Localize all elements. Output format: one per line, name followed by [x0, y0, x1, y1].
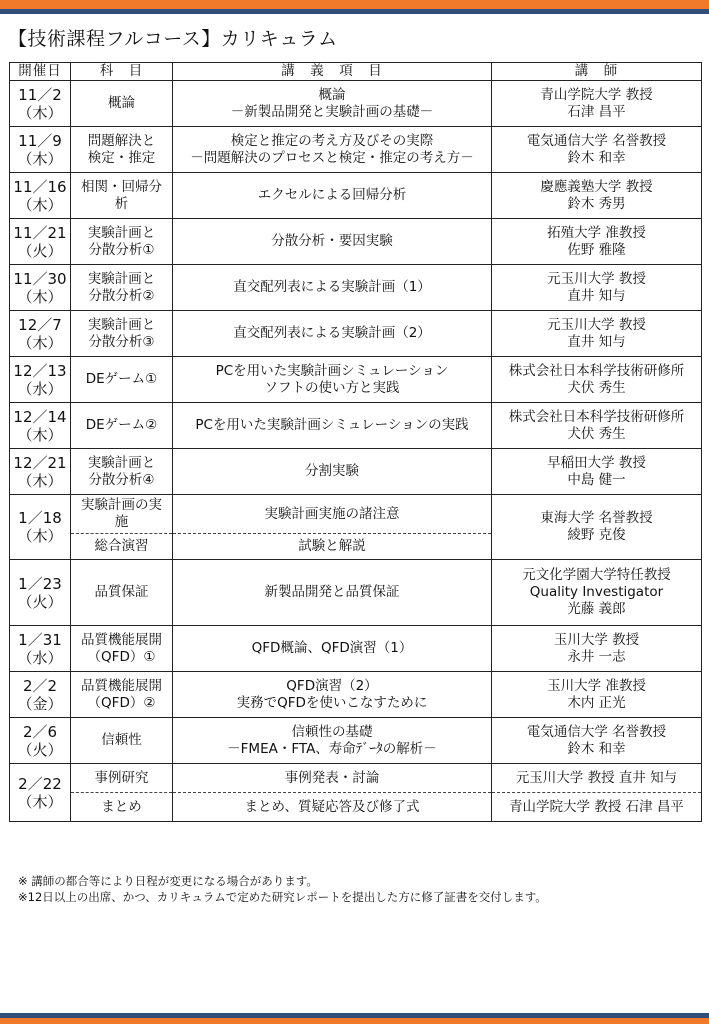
subject-cell	[71, 764, 173, 793]
topic-cell-line: QFD演習（2）	[286, 677, 378, 694]
session-date-line: （木）	[17, 527, 63, 545]
topic-cell	[173, 357, 492, 403]
subject-cell-line: 実験計画と	[87, 454, 156, 471]
lecturer-cell-line: 綾野 克俊	[567, 527, 626, 543]
subject-cell	[71, 449, 173, 495]
subject-cell-line: 品質機能展開	[81, 631, 162, 648]
topic-cell-line: 概論	[318, 86, 346, 103]
session-date	[10, 127, 71, 173]
table-row	[10, 560, 702, 626]
subject-cell	[71, 403, 173, 449]
note-line: ※12日以上の出席、かつ、カリキュラムで定めた研究レポートを提出した方に修了証書を交付します。	[18, 890, 547, 904]
topic-cell-line: まとめ、質疑応答及び修了式	[244, 798, 420, 815]
lecturer-cell	[492, 219, 702, 265]
top-accent-bar-blue	[0, 9, 709, 14]
lecturer-cell-line: 玉川大学 准教授	[547, 677, 646, 694]
topic-cell	[173, 219, 492, 265]
table-row	[10, 764, 702, 793]
header-lecturer: 講 師	[492, 63, 702, 81]
lecturer-cell	[492, 311, 702, 357]
subject-cell-line: 総合演習	[94, 538, 149, 554]
subject-cell-line: 分散分析①	[88, 241, 155, 258]
lecturer-cell-line: Quality Investigator	[529, 584, 664, 600]
topic-cell-line: 分割実験	[305, 463, 359, 479]
session-date	[10, 626, 71, 672]
session-date-line: 11／16	[13, 177, 67, 196]
session-date-line: 12／13	[13, 361, 67, 380]
topic-cell-line: 事例発表・討論	[284, 769, 380, 786]
session-date-line: （火）	[17, 592, 63, 611]
subject-cell-line: 施	[114, 514, 129, 530]
subject-cell-line: 問題解決と	[87, 132, 156, 149]
session-date-line: （木）	[17, 471, 63, 490]
session-date-line: 12／14	[13, 407, 67, 426]
topic-cell-line: －新製品開発と実験計画の基礎－	[230, 103, 434, 120]
subject-cell-line: （QFD）①	[87, 648, 156, 665]
session-date	[10, 173, 71, 219]
topic-cell	[173, 403, 492, 449]
session-date-line: （木）	[17, 333, 63, 352]
lecturer-cell-line: 電気通信大学 名誉教授	[526, 723, 667, 740]
session-date	[10, 495, 71, 560]
subject-cell	[71, 219, 173, 265]
table-row	[10, 718, 702, 764]
table-row	[10, 173, 702, 219]
session-date-line: （木）	[17, 103, 63, 122]
session-date-line: 2／22	[18, 774, 62, 793]
session-date-line: （木）	[17, 195, 63, 214]
topic-cell	[173, 626, 492, 672]
lecturer-cell-line: 拓殖大学 准教授	[547, 224, 646, 241]
session-date	[10, 81, 71, 127]
subject-cell-line: 実験計画と	[87, 316, 156, 333]
topic-cell-line: QFD概論、QFD演習（1）	[251, 640, 413, 656]
table-header-row	[10, 63, 702, 81]
subject-cell-line: 相関・回帰分	[81, 178, 162, 195]
lecturer-cell	[492, 495, 702, 560]
subject-cell	[71, 560, 173, 626]
subject-cell	[71, 265, 173, 311]
lecturer-cell-line: 直井 知与	[567, 333, 626, 350]
subject-cell-line: 実験計画と	[87, 224, 156, 241]
lecturer-cell	[492, 357, 702, 403]
lecturer-cell-line: 東海大学 名誉教授	[540, 510, 653, 526]
topic-cell	[173, 534, 492, 560]
lecturer-cell-line: 電気通信大学 名誉教授	[526, 132, 667, 149]
subject-cell-line: 品質保証	[94, 584, 149, 600]
topic-cell-line: －問題解決のプロセスと検定・推定の考え方－	[190, 149, 474, 166]
topic-cell-line: 実験計画実施の諸注意	[264, 505, 400, 522]
lecturer-cell-line: 元文化学園大学特任教授	[522, 567, 671, 583]
subject-cell-line: 検定・推定	[87, 149, 156, 166]
lecturer-cell-line: 株式会社日本科学技術研修所	[508, 362, 685, 379]
topic-cell	[173, 672, 492, 718]
header-subject: 科 目	[71, 63, 173, 81]
topic-cell-line: エクセルによる回帰分析	[257, 187, 407, 203]
topic-cell-line: 検定と推定の考え方及びその実際	[230, 132, 434, 149]
lecturer-cell-line: 石津 昌平	[567, 103, 626, 120]
session-date-line: 12／21	[13, 453, 67, 472]
table-row	[10, 127, 702, 173]
table-row	[10, 626, 702, 672]
subject-cell	[71, 718, 173, 764]
topic-cell-line: 新製品開発と品質保証	[264, 584, 400, 600]
subject-cell-line: 概論	[108, 95, 135, 111]
session-date	[10, 560, 71, 626]
lecturer-cell-line: 元玉川大学 教授	[547, 270, 646, 287]
subject-cell-line: 品質機能展開	[81, 677, 162, 694]
topic-cell-line: 試験と解説	[298, 538, 366, 554]
session-date-line: （水）	[17, 379, 63, 398]
lecturer-cell-line: 中島 健一	[567, 471, 626, 488]
curriculum-table	[9, 62, 702, 822]
lecturer-cell	[492, 560, 702, 626]
session-date	[10, 265, 71, 311]
topic-cell-line: 信頼性の基礎	[291, 723, 373, 740]
topic-cell-line: ソフトの使い方と実践	[264, 379, 400, 396]
topic-cell-line: PCを用いた実験計画シミュレーション	[215, 362, 449, 379]
table-row	[10, 403, 702, 449]
subject-cell	[71, 173, 173, 219]
lecturer-cell-line: 鈴木 和幸	[567, 740, 626, 757]
lecturer-cell	[492, 764, 702, 793]
topic-cell	[173, 718, 492, 764]
lecturer-cell-line: 木内 正光	[567, 694, 626, 711]
lecturer-cell-line: 元玉川大学 教授	[547, 316, 646, 333]
lecturer-cell-line: 犬伏 秀生	[567, 379, 626, 396]
session-date-line: （火）	[17, 241, 63, 260]
topic-cell	[173, 449, 492, 495]
session-date-line: （水）	[17, 648, 63, 667]
topic-cell	[173, 265, 492, 311]
subject-cell-line: 信頼性	[101, 732, 142, 748]
subject-cell	[71, 534, 173, 560]
lecturer-cell	[492, 265, 702, 311]
table-row	[10, 672, 702, 718]
subject-cell-line: 実験計画と	[87, 270, 156, 287]
subject-cell-line: DEゲーム①	[85, 371, 158, 387]
lecturer-cell	[492, 81, 702, 127]
session-date	[10, 403, 71, 449]
session-date	[10, 764, 71, 822]
lecturer-cell-line: 光藤 義郎	[567, 601, 626, 617]
lecturer-cell-line: 玉川大学 教授	[553, 631, 640, 648]
subject-cell-line: DEゲーム②	[85, 417, 158, 433]
topic-cell-line: 実務でQFDを使いこなすために	[236, 694, 428, 711]
topic-cell-line: 直交配列表による実験計画（2）	[233, 325, 431, 341]
lecturer-cell	[492, 793, 702, 822]
session-date-line: 11／9	[18, 131, 62, 150]
topic-cell	[173, 311, 492, 357]
note-line: ※ 講師の都合等により日程が変更になる場合があります。	[18, 874, 318, 888]
top-accent-bar	[0, 0, 709, 9]
table-row	[10, 449, 702, 495]
lecturer-cell-line: 株式会社日本科学技術研修所	[508, 408, 685, 425]
table-row	[10, 81, 702, 127]
session-date	[10, 311, 71, 357]
lecturer-cell-line: 犬伏 秀生	[567, 425, 626, 442]
lecturer-cell-line: 直井 知与	[567, 287, 626, 304]
session-date	[10, 357, 71, 403]
topic-cell	[173, 81, 492, 127]
lecturer-cell-line: 鈴木 秀男	[567, 195, 626, 212]
table-row	[10, 265, 702, 311]
session-date-line: 11／21	[13, 223, 67, 242]
session-date-line: 1／23	[18, 574, 62, 593]
topic-cell-line: －FMEA・FTA、寿命ﾃﾞｰﾀの解析－	[227, 740, 437, 757]
subject-cell	[71, 672, 173, 718]
notes	[18, 873, 547, 905]
session-date-line: （金）	[17, 694, 63, 713]
lecturer-cell-line: 早稲田大学 教授	[547, 454, 646, 471]
header-topics: 講 義 項 目	[173, 63, 492, 81]
subject-cell	[71, 626, 173, 672]
topic-cell	[173, 793, 492, 822]
lecturer-cell	[492, 718, 702, 764]
session-date	[10, 449, 71, 495]
session-date-line: （木）	[17, 792, 63, 811]
session-date-line: 2／6	[22, 722, 58, 741]
session-date	[10, 718, 71, 764]
subject-cell-line: （QFD）②	[87, 694, 156, 711]
lecturer-cell	[492, 403, 702, 449]
table-row	[10, 793, 702, 822]
subject-cell-line: まとめ	[101, 798, 142, 815]
subject-cell	[71, 81, 173, 127]
topic-cell	[173, 764, 492, 793]
session-date-line: （木）	[17, 287, 63, 306]
subject-cell-line: 析	[114, 195, 129, 212]
topic-cell	[173, 127, 492, 173]
session-date	[10, 219, 71, 265]
subject-cell	[71, 793, 173, 822]
subject-cell	[71, 311, 173, 357]
lecturer-cell	[492, 449, 702, 495]
table-row	[10, 357, 702, 403]
topic-cell-line: 直交配列表による実験計画（1）	[233, 279, 431, 295]
lecturer-cell-line: 元玉川大学 教授 直井 知与	[515, 769, 678, 786]
lecturer-cell-line: 佐野 雅隆	[567, 241, 626, 258]
session-date-line: 11／2	[18, 85, 62, 104]
session-date-line: 1／18	[18, 509, 62, 527]
topic-cell	[173, 173, 492, 219]
topic-cell	[173, 560, 492, 626]
lecturer-cell	[492, 127, 702, 173]
subject-cell	[71, 127, 173, 173]
session-date-line: （木）	[17, 149, 63, 168]
lecturer-cell	[492, 672, 702, 718]
lecturer-cell-line: 鈴木 和幸	[567, 149, 626, 166]
session-date-line: （火）	[17, 740, 63, 759]
session-date-line: （木）	[17, 425, 63, 444]
lecturer-cell	[492, 173, 702, 219]
lecturer-cell-line: 永井 一志	[567, 648, 626, 665]
lecturer-cell-line: 青山学院大学 教授	[540, 86, 653, 103]
bottom-accent-bar	[0, 1018, 709, 1024]
table-row	[10, 219, 702, 265]
subject-cell-line: 事例研究	[94, 769, 149, 786]
topic-cell-line: PCを用いた実験計画シミュレーションの実践	[195, 417, 469, 433]
subject-cell-line: 実験計画の実	[81, 497, 162, 513]
subject-cell	[71, 495, 173, 534]
subject-cell-line: 分散分析④	[88, 471, 155, 488]
session-date-line: 12／7	[18, 315, 62, 334]
topic-cell	[173, 495, 492, 534]
table-row	[10, 495, 702, 534]
table-row	[10, 311, 702, 357]
lecturer-cell-line: 慶應義塾大学 教授	[540, 178, 653, 195]
topic-cell-line: 分散分析・要因実験	[271, 233, 393, 249]
subject-cell-line: 分散分析③	[88, 333, 155, 350]
page-title: 【技術課程フルコース】カリキュラム	[8, 28, 338, 50]
subject-cell	[71, 357, 173, 403]
subject-cell-line: 分散分析②	[88, 287, 155, 304]
session-date-line: 2／2	[22, 676, 58, 695]
session-date-line: 11／30	[13, 269, 67, 288]
lecturer-cell	[492, 626, 702, 672]
header-date: 開催日	[10, 63, 71, 81]
session-date-line: 1／31	[18, 630, 62, 649]
lecturer-cell-line: 青山学院大学 教授 石津 昌平	[509, 798, 684, 815]
session-date	[10, 672, 71, 718]
